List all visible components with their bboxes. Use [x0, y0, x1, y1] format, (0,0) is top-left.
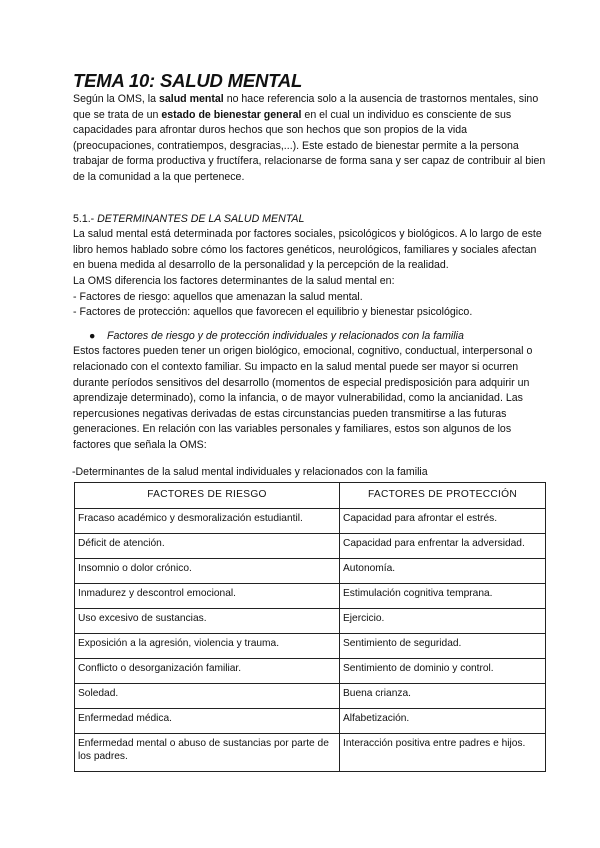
- header-risk-factors: FACTORES DE RIESGO: [75, 483, 340, 509]
- page-title: TEMA 10: SALUD MENTAL: [73, 70, 303, 91]
- bullet-paragraph: Estos factores pueden tener un origen biológico, emocional, cognitivo, conductual, interpersonal o relacionado con el contexto familiar. Su impacto en la salud mental puede ser mayor si ocurren durante períodos sensitivos del desarrollo (momentos de especial predisposición para adquirir un aprendizaje determinado), como la infancia, o de mayor vulnerabilidad, como la ancianidad. Las repercusiones negativas derivadas de estas circunstancias pueden transmitirse a las futuras generaciones. En relación con las variables personales y familiares, estos son algunos de los factores que señala la OMS:: [73, 345, 533, 451]
- table-row: [75, 508, 546, 533]
- intro-text-1: Según la OMS, la: [73, 93, 159, 105]
- intro-text-3: en el cual un individuo es consciente de sus capacidades para afrontar duros hechos que son hechos que son propios de la vida (preocupaciones, contratiempos, desgracias,...). Este estado de bienestar permite a la persona trabajar de forma productiva y fructífera, relacionarse de forma sana y ser capaz de contribuir al bien de la comunidad a la que pertenece.: [73, 108, 546, 183]
- section-list-item-protection: - Factores de protección: aquellos que favorecen el equilibrio y bienestar psicológico.: [73, 306, 473, 319]
- table-row: [75, 633, 546, 658]
- risk-cell: Déficit de atención.: [75, 533, 340, 558]
- section-paragraph-1: La salud mental está determinada por factores sociales, psicológicos y biológicos. A lo largo de este libro hemos hablado sobre cómo los factores genéticos, neurológicos, familiares y sociales afectan en buena medida al desarrollo de la personalidad y la percepción de la realidad.: [73, 228, 542, 272]
- risk-cell: Inmadurez y descontrol emocional.: [75, 583, 340, 608]
- intro-text-2: no hace referencia solo a la ausencia de trastornos mentales, sino que se trata de un: [73, 93, 539, 121]
- protection-cell: Autonomía.: [340, 558, 546, 583]
- section-heading: [73, 212, 548, 228]
- risk-cell: Uso excesivo de sustancias.: [75, 608, 340, 633]
- table-row: [75, 558, 546, 583]
- intro-paragraph: [73, 92, 548, 186]
- table-row: [75, 583, 546, 608]
- risk-cell: Enfermedad médica.: [75, 708, 340, 733]
- document-page: [73, 70, 548, 772]
- table-row: [75, 658, 546, 683]
- protection-cell: Buena crianza.: [340, 683, 546, 708]
- determinants-table: [74, 482, 546, 772]
- table-header-row: [75, 483, 546, 509]
- protection-cell: Capacidad para afrontar el estrés.: [340, 508, 546, 533]
- section-heading-text: DETERMINANTES DE LA SALUD MENTAL: [97, 212, 305, 225]
- risk-cell: Fracaso académico y desmoralización estudiantil.: [75, 508, 340, 533]
- bullet-heading: [73, 329, 548, 345]
- intro-bold-1: salud mental: [158, 93, 224, 105]
- table-row: [75, 683, 546, 708]
- protection-cell: Ejercicio.: [340, 608, 546, 633]
- section-number: 5.1.-: [73, 212, 98, 225]
- protection-cell: Interacción positiva entre padres e hijos.: [340, 733, 546, 771]
- bullet-icon: ●: [89, 329, 96, 342]
- section-list-item-risk: - Factores de riesgo: aquellos que amenazan la salud mental.: [73, 290, 363, 303]
- table-caption: -Determinantes de la salud mental individuales y relacionados con la familia: [72, 466, 428, 479]
- risk-cell: Enfermedad mental o abuso de sustancias por parte de los padres.: [75, 733, 340, 771]
- bullet-heading-text: Factores de riesgo y de protección individuales y relacionados con la familia: [107, 329, 464, 342]
- protection-cell: Sentimiento de seguridad.: [340, 633, 546, 658]
- risk-cell: Conflicto o desorganización familiar.: [75, 658, 340, 683]
- table-row: [75, 533, 546, 558]
- header-protection-factors: FACTORES DE PROTECCIÓN: [340, 483, 546, 509]
- section-paragraph-2: La OMS diferencia los factores determinantes de la salud mental en:: [73, 274, 395, 287]
- table-row: [75, 608, 546, 633]
- risk-cell: Soledad.: [75, 683, 340, 708]
- table-row: [75, 708, 546, 733]
- risk-cell: Insomnio o dolor crónico.: [75, 558, 340, 583]
- table-row: [75, 733, 546, 771]
- protection-cell: Estimulación cognitiva temprana.: [340, 583, 546, 608]
- protection-cell: Alfabetización.: [340, 708, 546, 733]
- risk-cell: Exposición a la agresión, violencia y trauma.: [75, 633, 340, 658]
- intro-bold-2: estado de bienestar general: [161, 108, 302, 121]
- protection-cell: Capacidad para enfrentar la adversidad.: [340, 533, 546, 558]
- protection-cell: Sentimiento de dominio y control.: [340, 658, 546, 683]
